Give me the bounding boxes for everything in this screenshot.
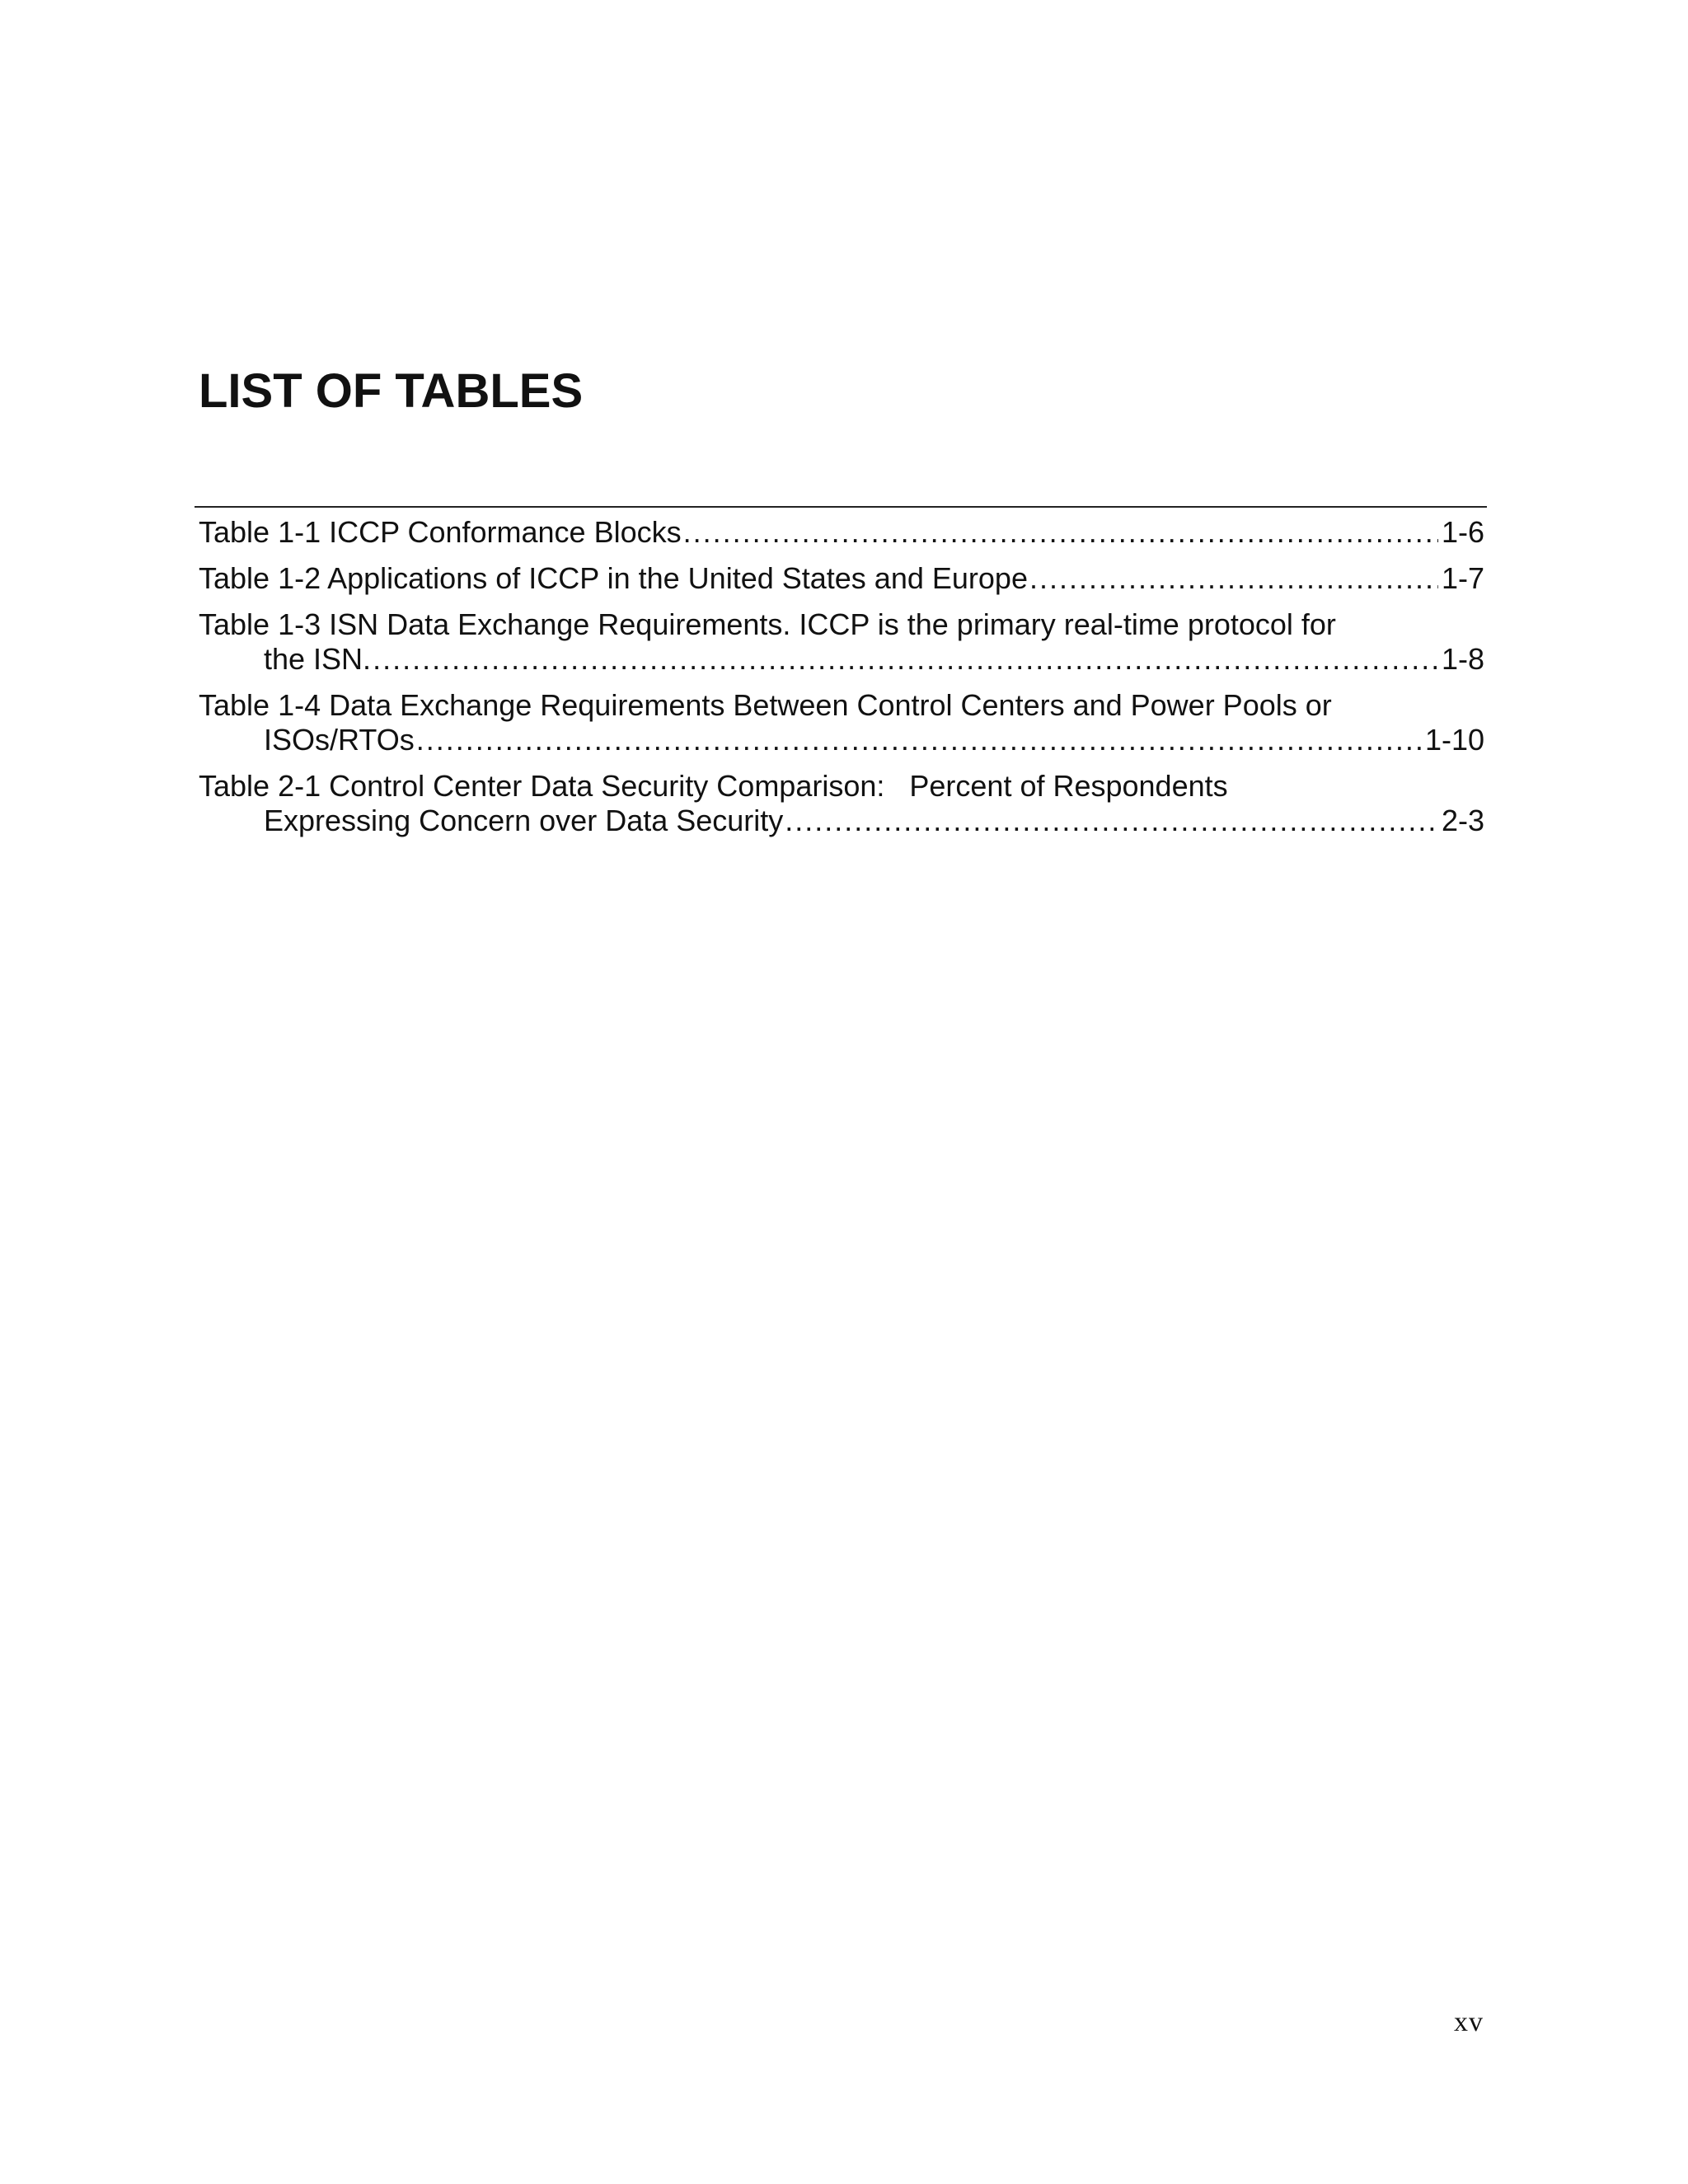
toc-page-number: 1-8: [1441, 642, 1484, 676]
toc-line: [199, 561, 1484, 596]
table-of-contents-list: [199, 515, 1484, 850]
toc-entry-title: Table 2-1 Control Center Data Security Comparison: Percent of Respondents: [199, 769, 1228, 803]
toc-entry-table-1-1[interactable]: [199, 515, 1484, 550]
dot-leader: [683, 515, 1438, 550]
toc-entry-table-1-2[interactable]: [199, 561, 1484, 596]
toc-page-number: 1-6: [1441, 515, 1484, 549]
toc-line: [199, 515, 1484, 550]
dot-leader: [416, 723, 1422, 757]
dot-leader: [1029, 561, 1438, 596]
toc-entry-table-2-1[interactable]: [199, 769, 1484, 838]
toc-entry-title: Table 1-1 ICCP Conformance Blocks: [199, 515, 682, 549]
toc-line: [199, 688, 1484, 723]
toc-entry-title: Table 1-3 ISN Data Exchange Requirements. ICCP is the primary real-time protocol for: [199, 607, 1336, 641]
toc-entry-title-continuation: ISOs/RTOs: [264, 723, 415, 757]
toc-entry-title-continuation: the ISN.: [264, 642, 372, 676]
toc-line-continuation: [199, 642, 1484, 677]
toc-page-number: 2-3: [1441, 804, 1484, 837]
toc-line: [199, 607, 1484, 642]
page-title: LIST OF TABLES: [199, 364, 584, 418]
toc-line: [199, 769, 1484, 804]
dot-leader: [373, 642, 1438, 677]
toc-line-continuation: [199, 723, 1484, 757]
page-number: xv: [1454, 2007, 1484, 2037]
toc-entry-title: Table 1-2 Applications of ICCP in the United States and Europe: [199, 561, 1028, 595]
title-rule: [195, 506, 1487, 508]
toc-entry-table-1-4[interactable]: [199, 688, 1484, 757]
toc-line-continuation: [199, 804, 1484, 838]
dot-leader: [785, 804, 1438, 838]
toc-page-number: 1-10: [1424, 723, 1484, 757]
toc-page-number: 1-7: [1441, 561, 1484, 595]
toc-entry-title-continuation: Expressing Concern over Data Security: [264, 804, 784, 837]
toc-entry-table-1-3[interactable]: [199, 607, 1484, 677]
toc-entry-title: Table 1-4 Data Exchange Requirements Between Control Centers and Power Pools or: [199, 688, 1332, 722]
